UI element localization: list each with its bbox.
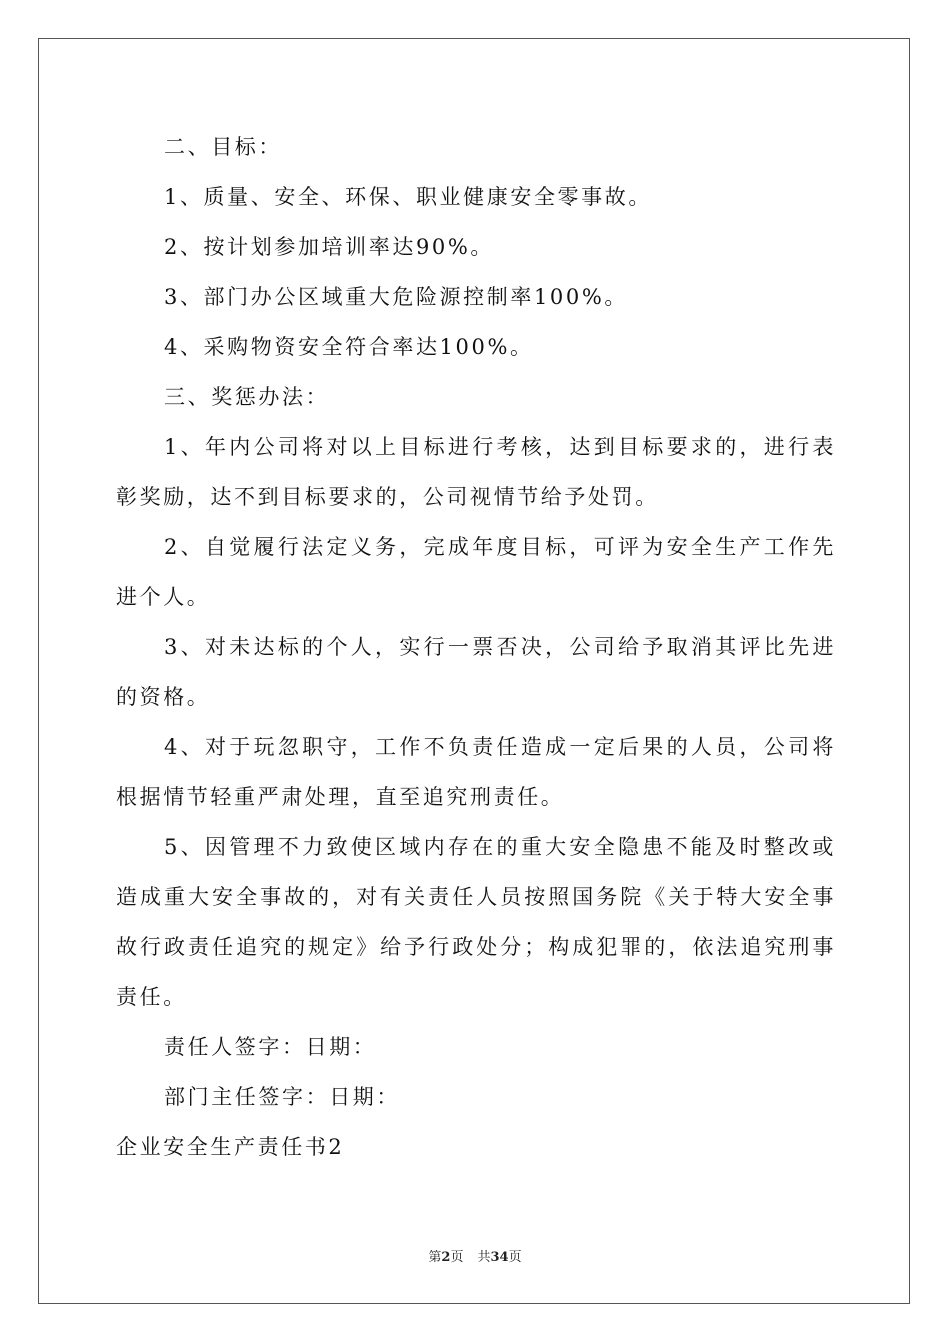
section-heading-rewards: 三、奖惩办法： [164,385,330,409]
goal-item-2: 2、按计划参加培训率达90%。 [164,235,495,259]
reward-item-1: 1、年内公司将对以上目标进行考核，达到目标要求的，进行表彰奖励，达不到目标要求的，公司视情节给予处罚。 [116,435,836,509]
page-footer [0,1246,950,1265]
signature-line-director: 部门主任签字：日期： [164,1085,400,1109]
reward-item-3: 3、对未达标的个人，实行一票否决，公司给予取消其评比先进的资格。 [116,635,836,709]
total-suffix: 页 [508,1250,522,1265]
total-prefix: 共 [477,1250,491,1265]
total-pages: 34 [490,1250,509,1265]
document-body [116,122,836,1172]
reward-item-5: 5、因管理不力致使区域内存在的重大安全隐患不能及时整改或造成重大安全事故的，对有关责任人员按照国务院《关于特大安全事故行政责任追究的规定》给予行政处分；构成犯罪的，依法追究刑事责任。 [116,835,836,1009]
signature-line-responsible: 责任人签字：日期： [164,1035,377,1059]
next-document-title: 企业安全生产责任书2 [116,1135,345,1159]
section-heading-goals: 二、目标： [164,135,282,159]
goal-item-4: 4、采购物资安全符合率达100%。 [164,335,534,359]
reward-item-4: 4、对于玩忽职守，工作不负责任造成一定后果的人员，公司将根据情节轻重严肃处理，直至追究刑责任。 [116,735,836,809]
page-suffix: 页 [450,1250,464,1265]
reward-item-2: 2、自觉履行法定义务，完成年度目标，可评为安全生产工作先进个人。 [116,535,836,609]
goal-item-3: 3、部门办公区域重大危险源控制率100%。 [164,285,628,309]
page-prefix: 第 [428,1250,442,1265]
goal-item-1: 1、质量、安全、环保、职业健康安全零事故。 [164,185,652,209]
page-number: 2 [441,1250,451,1265]
